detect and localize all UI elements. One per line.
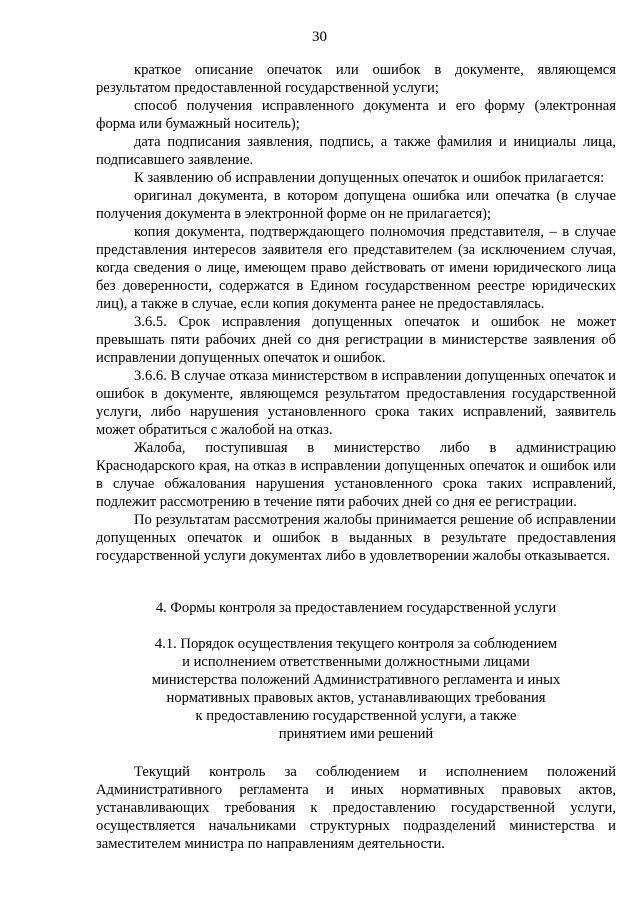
paragraph-current-control: Текущий контроль за соблюдением и исполнением положений Административного регламента и иных нормативных правовых актов, устанавливающих требования к предоставлению государственной услуги, осуществляется начальниками структурных подразделений министерства и заместителем министра по направлениям деятельности. bbox=[96, 764, 616, 852]
paragraph-power-of-attorney-copy: копия документа, подтверждающего полномочия представителя, – в случае представления интересов заявителя его представителем (за исключением случая, когда сведения о лице, имеющем право действовать от имени юридического лица без доверенности, содержатся в Едином государственном реестре юридических лиц), а также в случае, если копия документа ранее не предоставлялась. bbox=[96, 224, 616, 312]
subsection-heading bbox=[96, 635, 616, 743]
subsection-heading-line: и исполнением ответственными должностными лицами bbox=[182, 654, 530, 670]
section-heading: 4. Формы контроля за предоставлением государственной услуги bbox=[155, 600, 557, 616]
paragraph-typo-description: краткое описание опечаток или ошибок в документе, являющемся результатом предоставленной государственной услуги; bbox=[96, 62, 616, 96]
paragraph-original-document: оригинал документа, в котором допущена ошибка или опечатка (в случае получения документа в электронной форме он не прилагается); bbox=[96, 188, 616, 222]
subsection-heading-line: нормативных правовых актов, устанавливающих требования bbox=[166, 690, 546, 706]
document-body bbox=[96, 61, 616, 853]
paragraph-complaint: Жалоба, поступившая в министерство либо в администрацию Краснодарского края, на отказ в исправлении допущенных опечаток и ошибок или в случае обжалования нарушения установленного срока таких исправлений, подлежит рассмотрению в течение пяти рабочих дней со дня ее регистрации. bbox=[96, 440, 616, 510]
paragraph-signature-date: дата подписания заявления, подпись, а также фамилия и инициалы лица, подписавшего заявление. bbox=[96, 134, 616, 168]
subsection-heading-line: 4.1. Порядок осуществления текущего контроля за соблюдением bbox=[154, 636, 558, 652]
subsection-heading-line: принятием ими решений bbox=[278, 726, 434, 742]
paragraph-correction-method: способ получения исправленного документа и его форму (электронная форма или бумажный носитель); bbox=[96, 98, 616, 132]
subsection-heading-line: к предоставлению государственной услуги, а также bbox=[195, 708, 517, 724]
subsection-heading-line: министерства положений Административного регламента и иных bbox=[151, 672, 561, 688]
paragraph-3-6-6: 3.6.6. В случае отказа министерством в исправлении допущенных опечаток и ошибок в документе, являющемся результатом предоставления государственной услуги, либо нарушения установленного срока таких исправлений, заявитель может обратиться с жалобой на отказ. bbox=[96, 368, 616, 438]
paragraph-3-6-5: 3.6.5. Срок исправления допущенных опечаток и ошибок не может превышать пяти рабочих дней со дня регистрации в министерстве заявления об исправлении допущенных опечаток и ошибок. bbox=[96, 314, 616, 366]
paragraph-complaint-result: По результатам рассмотрения жалобы принимается решение об исправлении допущенных опечаток и ошибок в выданных в результате предоставления государственной услуги документах либо в удовлетворении жалобы отказывается. bbox=[96, 512, 616, 564]
page-number: 30 bbox=[312, 29, 327, 45]
paragraph-attachments-intro: К заявлению об исправлении допущенных опечаток и ошибок прилагается: bbox=[134, 170, 605, 186]
